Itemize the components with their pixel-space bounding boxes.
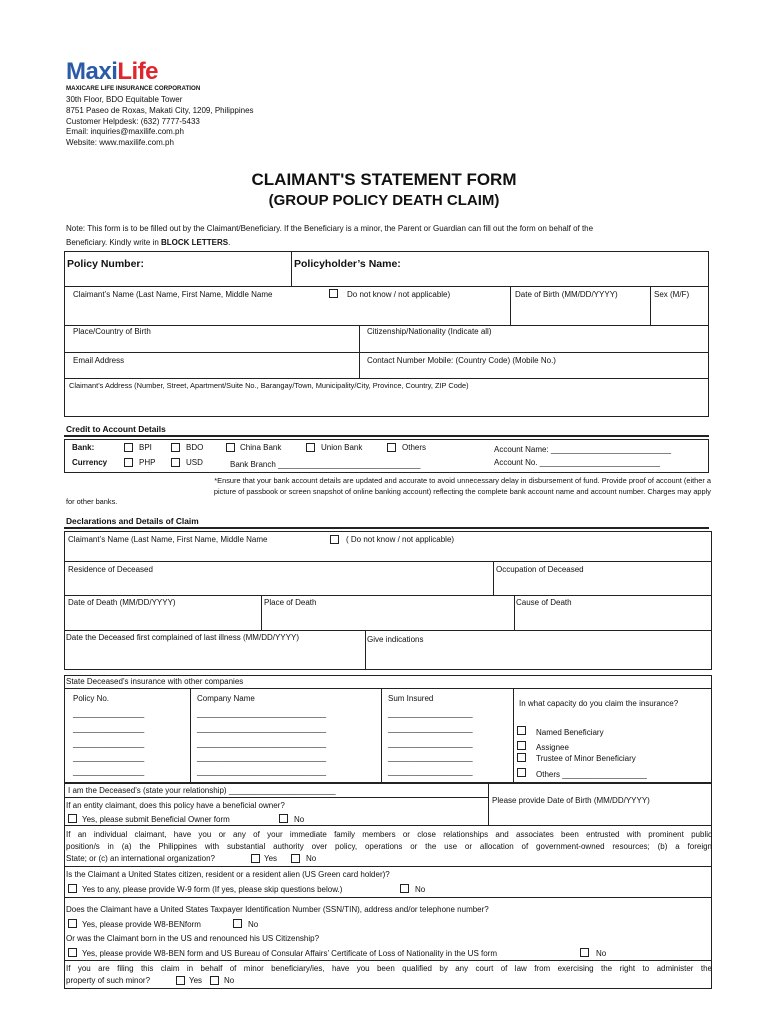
note-suffix: . — [228, 238, 231, 247]
minor-no-label: No — [224, 976, 235, 985]
company-name-blank[interactable]: _____________________________ — [197, 709, 327, 718]
bank-chinabank-checkbox[interactable] — [226, 443, 235, 452]
dont-know-label: Do not know / not applicable) — [347, 290, 451, 299]
address-field[interactable]: Claimant’s Address (Number, Street, Apartment/Suite No., Barangay/Town, Municipality/City, Province, Country, ZIP Code) — [69, 381, 469, 390]
pep-yes-checkbox[interactable] — [251, 854, 260, 863]
pep-question-3: State; or (c) an international organization? — [66, 854, 215, 863]
company-name: MAXICARE LIFE INSURANCE CORPORATION — [66, 85, 201, 92]
policy-no-blank[interactable]: ________________ — [73, 753, 145, 762]
date-death-field[interactable]: Date of Death (MM/DD/YYYY) — [68, 598, 176, 607]
residence-field[interactable]: Residence of Deceased — [68, 565, 153, 574]
capacity-option: Trustee of Minor Beneficiary — [536, 754, 636, 763]
note-line-1: Note: This form is to be filled out by the Claimant/Beneficiary. If the Beneficiary is a minor, the Parent or Guardian can fill out the form on behalf of the — [66, 224, 594, 233]
form-subtitle: (GROUP POLICY DEATH CLAIM) — [268, 192, 500, 209]
capacity-option: Named Beneficiary — [536, 728, 604, 737]
policy-no-blank[interactable]: ________________ — [73, 767, 145, 776]
pep-no-label: No — [306, 854, 317, 863]
give-indications-field[interactable]: Give indications — [367, 635, 424, 644]
bank-option: Union Bank — [321, 443, 363, 452]
contact-email: Email: inquiries@maxilife.com.ph — [66, 127, 184, 136]
policy-no-blank[interactable]: ________________ — [73, 724, 145, 733]
capacity-option[interactable]: Others ___________________ — [536, 770, 647, 779]
bank-option: Others — [402, 443, 427, 452]
sum-insured-blank[interactable]: ___________________ — [388, 724, 473, 733]
bank-option: BPI — [139, 443, 152, 452]
sum-insured-blank[interactable]: ___________________ — [388, 709, 473, 718]
renounced-no-label: No — [596, 949, 607, 958]
entity-question: If an entity claimant, does this policy have a beneficial owner? — [66, 801, 285, 810]
renounced-yes-label: Yes, please provide W8-BEN form and US Bureau of Consular Affairs’ Certificate of Loss of Nationality in the US form — [82, 949, 498, 958]
minor-no-checkbox[interactable] — [210, 976, 219, 985]
website: Website: www.maxilife.com.ph — [66, 138, 174, 147]
claimant-name-field[interactable]: Claimant’s Name (Last Name, First Name, Middle Name — [73, 290, 273, 299]
account-name-field[interactable]: Account Name: ___________________________ — [494, 445, 672, 454]
decl-dont-know-label: ( Do not know / not applicable) — [346, 535, 455, 544]
currency-option: USD — [186, 458, 203, 467]
company-name-blank[interactable]: _____________________________ — [197, 724, 327, 733]
us-question: Is the Claimant a United States citizen, resident or a resident alien (US Green card holder)? — [66, 870, 390, 879]
col-company-name: Company Name — [197, 694, 255, 703]
note-block-letters: BLOCK LETTERS — [161, 238, 229, 247]
dob-field[interactable]: Date of Birth (MM/DD/YYYY) — [515, 290, 618, 299]
credit-note-3: for other banks. — [66, 497, 118, 506]
capacity-trustee-checkbox[interactable] — [517, 753, 526, 762]
capacity-assignee-checkbox[interactable] — [517, 741, 526, 750]
us-no-label: No — [415, 885, 426, 894]
renounced-question: Or was the Claimant born in the US and renounced his US Citizenship? — [66, 934, 320, 943]
address-line-1: 30th Floor, BDO Equitable Tower — [66, 95, 183, 104]
bank-others-checkbox[interactable] — [387, 443, 396, 452]
bank-branch-field[interactable]: Bank Branch ________________________________ — [230, 460, 421, 469]
pep-question-2: position/s in (a) the Philippines with substantial authority over policy, operations or the use or allocation of government-owned resources; (b) a foreign — [66, 842, 712, 851]
bank-option: China Bank — [240, 443, 282, 452]
bank-unionbank-checkbox[interactable] — [306, 443, 315, 452]
minor-yes-label: Yes — [189, 976, 203, 985]
place-death-field[interactable]: Place of Death — [264, 598, 317, 607]
note-prefix: Beneficiary. Kindly write in — [66, 238, 161, 247]
contact-field[interactable]: Contact Number Mobile: (Country Code) (Mobile No.) — [367, 356, 556, 365]
policyholder-name-field[interactable]: Policyholder’s Name: — [294, 258, 401, 270]
sum-insured-blank[interactable]: ___________________ — [388, 753, 473, 762]
renounced-yes-checkbox[interactable] — [68, 948, 77, 957]
us-yes-label: Yes to any, please provide W-9 form (If yes, please skip questions below.) — [82, 885, 343, 894]
place-birth-field[interactable]: Place/Country of Birth — [73, 327, 151, 336]
currency-option: PHP — [139, 458, 156, 467]
credit-heading: Credit to Account Details — [66, 424, 166, 434]
capacity-named-checkbox[interactable] — [517, 726, 526, 735]
pep-yes-label: Yes — [264, 854, 278, 863]
minor-question-1: If you are filing this claim in behalf of minor beneficiary/ies, have you been qualified by any court of law from exercising the right to administer the — [66, 964, 712, 973]
address-line-2: 8751 Paseo de Roxas, Makati City, 1209, Philippines — [66, 106, 254, 115]
tin-yes-checkbox[interactable] — [68, 919, 77, 928]
decl-claimant-name-field[interactable]: Claimant’s Name (Last Name, First Name, Middle Name — [68, 535, 268, 544]
helpdesk: Customer Helpdesk: (632) 7777-5433 — [66, 117, 200, 126]
policy-number-field[interactable]: Policy Number: — [67, 258, 145, 270]
currency-usd-checkbox[interactable] — [171, 458, 180, 467]
bank-bdo-checkbox[interactable] — [171, 443, 180, 452]
company-name-blank[interactable]: _____________________________ — [197, 753, 327, 762]
company-logo — [66, 58, 158, 86]
entity-no-checkbox[interactable] — [279, 814, 288, 823]
logo-life: Life — [117, 58, 159, 85]
pep-no-checkbox[interactable] — [291, 854, 300, 863]
capacity-others-checkbox[interactable] — [517, 768, 526, 777]
entity-yes-label: Yes, please submit Beneficial Owner form — [82, 815, 230, 824]
sum-insured-blank[interactable]: ___________________ — [388, 767, 473, 776]
col-sum-insured: Sum Insured — [388, 694, 434, 703]
tin-no-label: No — [248, 920, 259, 929]
provide-dob-field[interactable]: Please provide Date of Birth (MM/DD/YYYY) — [492, 796, 650, 805]
first-complained-field[interactable]: Date the Deceased first complained of last illness (MM/DD/YYYY) — [66, 633, 299, 642]
tin-question: Does the Claimant have a United States Taxpayer Identification Number (SSN/TIN), address and/or telephone number? — [66, 905, 489, 914]
bank-option: BDO — [186, 443, 204, 452]
email-field[interactable]: Email Address — [73, 356, 125, 365]
company-name-blank[interactable]: _____________________________ — [197, 739, 327, 748]
sum-insured-blank[interactable]: ___________________ — [388, 739, 473, 748]
logo-maxi: Maxi — [66, 58, 118, 85]
form-title: CLAIMANT'S STATEMENT FORM — [251, 170, 517, 189]
bank-label: Bank: — [72, 443, 95, 452]
occupation-field[interactable]: Occupation of Deceased — [496, 565, 584, 574]
other-insurance-label: State Deceased’s insurance with other companies — [66, 677, 244, 686]
entity-yes-checkbox[interactable] — [68, 814, 77, 823]
credit-note-2: picture of passbook or screen snapshot of online banking account) reflecting the complete bank account name and account number. Charges may apply — [213, 487, 711, 496]
company-name-blank[interactable]: _____________________________ — [197, 767, 327, 776]
tin-no-checkbox[interactable] — [233, 919, 242, 928]
currency-php-checkbox[interactable] — [124, 458, 133, 467]
minor-yes-checkbox[interactable] — [176, 976, 185, 985]
entity-no-label: No — [294, 815, 305, 824]
capacity-question: In what capacity do you claim the insurance? — [519, 699, 679, 708]
capacity-option: Assignee — [536, 743, 569, 752]
sex-field[interactable]: Sex (M/F) — [654, 290, 690, 299]
policy-no-blank[interactable]: ________________ — [73, 739, 145, 748]
declarations-heading: Declarations and Details of Claim — [66, 516, 199, 526]
cause-death-field[interactable]: Cause of Death — [516, 598, 572, 607]
renounced-no-checkbox[interactable] — [580, 948, 589, 957]
tin-yes-label: Yes, please provide W8-BENform — [82, 920, 201, 929]
bank-bpi-checkbox[interactable] — [124, 443, 133, 452]
us-no-checkbox[interactable] — [400, 884, 409, 893]
policy-no-blank[interactable]: ________________ — [73, 709, 145, 718]
decl-dont-know-checkbox[interactable] — [330, 535, 339, 544]
note-line-2 — [66, 238, 230, 247]
us-yes-checkbox[interactable] — [68, 884, 77, 893]
relationship-field[interactable]: I am the Deceased’s (state your relationship) ________________________ — [68, 786, 336, 795]
col-policy-no: Policy No. — [73, 694, 110, 703]
pep-question-1: If an individual claimant, have you or any of your immediate family members or close relationships and associates been entrusted with prominent public — [66, 830, 712, 839]
credit-note-1: *Ensure that your bank account details are updated and accurate to avoid unnecessary delay in disbursement of fund. Provide proof of account (either a — [214, 476, 711, 485]
dont-know-checkbox[interactable] — [329, 289, 338, 298]
minor-question-2: property of such minor? — [66, 976, 151, 985]
account-no-field[interactable]: Account No. ___________________________ — [494, 458, 660, 467]
citizenship-field[interactable]: Citizenship/Nationality (Indicate all) — [367, 327, 492, 336]
currency-label: Currency — [72, 458, 108, 467]
